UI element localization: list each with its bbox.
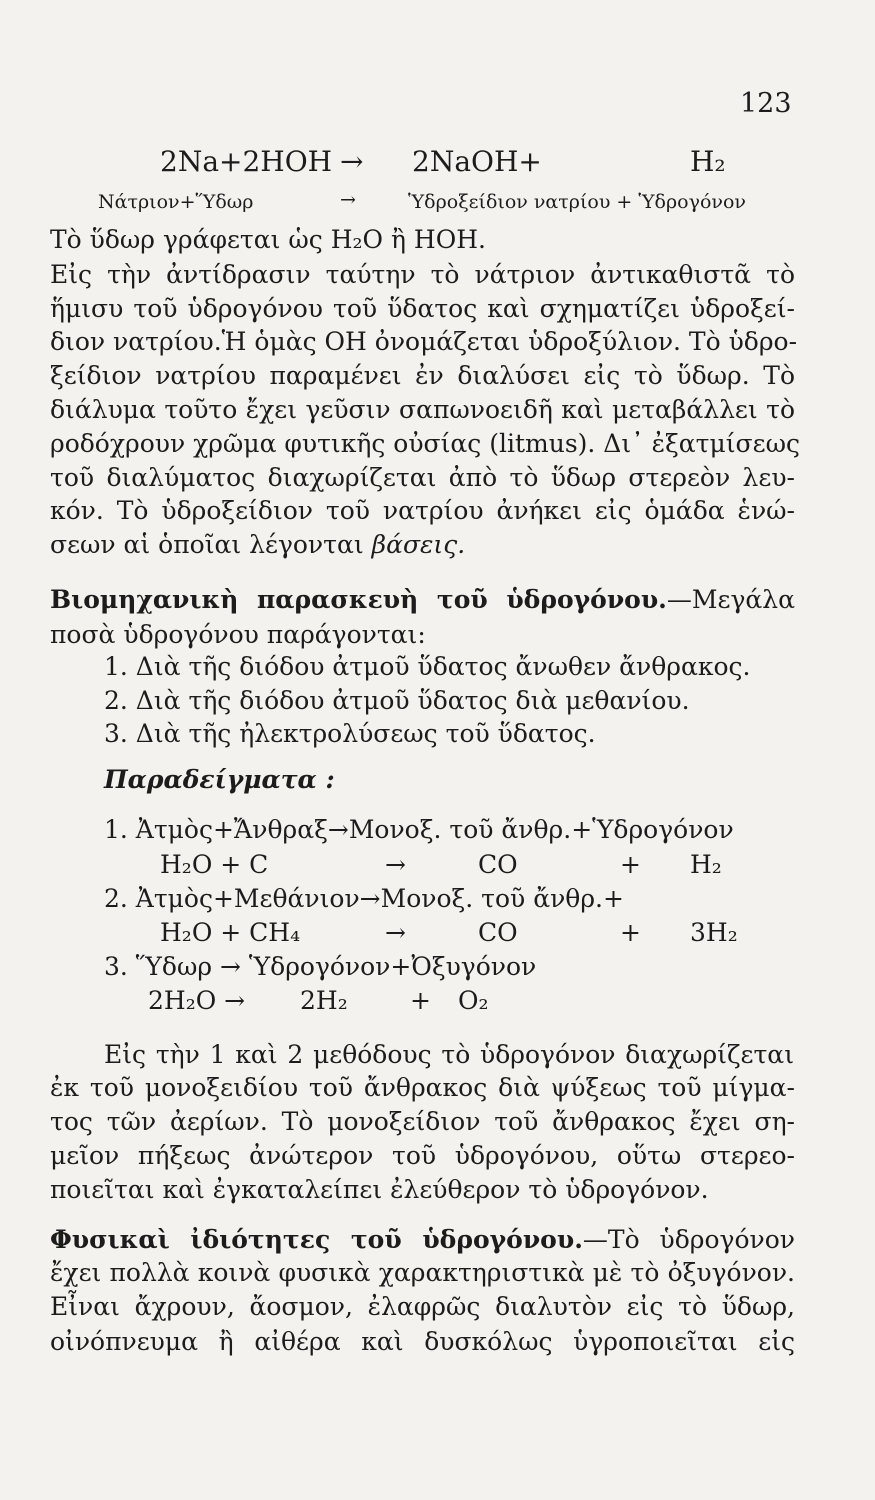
list-item: 2. Διὰ τῆς διόδου ἀτμοῦ ὕδατος διὰ μεθανίου.: [104, 686, 690, 715]
paragraph-line: τοῦ διαλύματος διαχωρίζεται ἀπὸ τὸ ὕδωρ στερεὸν λευ-: [50, 463, 795, 492]
section-heading-continuation: —Τὸ ὑδρογόνον: [582, 1225, 795, 1254]
paragraph-line: ποσὰ ὑδρογόνου παράγονται:: [50, 620, 426, 649]
example-words: 3. Ὕδωρ → Ὑδρογόνον+Ὀξυγόνον: [104, 952, 537, 981]
example-formula: H₂O + CH₄: [160, 918, 301, 947]
example-formula: 2H₂O →: [148, 986, 246, 1015]
paragraph-line: διον νατρίου.Ἡ ὁμὰς OH ὀνομάζεται ὑδροξύλιον. Τὸ ὑδρο-: [50, 327, 798, 356]
list-item: 3. Διὰ τῆς ἠλεκτρολύσεως τοῦ ὕδατος.: [104, 719, 596, 748]
paragraph-line: διάλυμα τοῦτο ἔχει γεῦσιν σαπωνοειδῆ καὶ μεταβάλλει τὸ: [50, 395, 795, 424]
example-formula: CO: [478, 850, 518, 879]
example-words: 1. Ἀτμὸς+Ἄνθραξ→Μονοξ. τοῦ ἄνθρ.+Ὑδρογόνον: [104, 815, 734, 844]
paragraph-line: Εἰς τὴν 1 καὶ 2 μεθόδους τὸ ὑδρογόνον διαχωρίζεται: [104, 1040, 794, 1069]
example-formula: 3H₂: [690, 918, 738, 947]
paragraph-line: κόν. Τὸ ὑδροξείδιον τοῦ νατρίου ἀνήκει εἰς ὁμάδα ἑνώ-: [50, 496, 795, 525]
examples-heading: Παραδείγματα :: [104, 765, 335, 794]
paragraph-line: Εἶναι ἄχρουν, ἄοσμον, ἐλαφρῶς διαλυτὸν εἰς τὸ ὕδωρ,: [50, 1292, 795, 1321]
example-formula: CO: [478, 918, 518, 947]
equation-words-right: Ὑδροξείδιον νατρίου + Ὑδρογόνον: [408, 191, 746, 213]
paragraph-line: ξείδιον νατρίου παραμένει ἐν διαλύσει εἰς τὸ ὕδωρ. Τὸ: [50, 361, 795, 390]
example-formula: H₂O + C: [160, 850, 269, 879]
paragraph-line: [50, 530, 465, 559]
equation-formula-left: 2Na+2HOH: [160, 145, 333, 178]
example-plus: +: [620, 918, 641, 947]
paragraph-line: ἥμισυ τοῦ ὑδρογόνου τοῦ ὕδατος καὶ σχηματίζει ὑδροξεί-: [50, 294, 795, 323]
section-heading: Φυσικαὶ ἰδιότητες τοῦ ὑδρογόνου.: [50, 1225, 583, 1254]
page-number: 123: [740, 88, 792, 119]
section-heading-line: [50, 585, 795, 614]
section-heading-continuation: —Μεγάλα: [666, 585, 795, 614]
example-arrow: →: [385, 850, 406, 879]
section-heading: Βιομηχανικὴ παρασκευὴ τοῦ ὑδρογόνου.: [50, 585, 667, 614]
example-arrow: →: [385, 918, 406, 947]
equation-formula-right: H₂: [690, 145, 726, 178]
paragraph-line: ποιεῖται καὶ ἐγκαταλείπει ἐλεύθερον τὸ ὑδρογόνον.: [50, 1175, 709, 1204]
paragraph-line: ροδόχρουν χρῶμα φυτικῆς οὐσίας (litmus). Δι᾽ ἐξατμίσεως: [50, 429, 800, 458]
paragraph-line: μεῖον πήξεως ἀνώτερον τοῦ ὑδρογόνου, οὕτω στερεο-: [50, 1141, 795, 1170]
paragraph-line: οἰνόπνευμα ἢ αἰθέρα καὶ δυσκόλως ὑγροποιεῖται εἰς: [50, 1327, 795, 1356]
example-formula: O₂: [458, 986, 489, 1015]
paragraph-line: τος τῶν ἀερίων. Τὸ μονοξείδιον τοῦ ἄνθρακος ἔχει ση-: [50, 1107, 795, 1136]
equation-formula-middle: 2NaOH+: [412, 145, 542, 178]
example-plus: +: [620, 850, 641, 879]
equation-words-arrow: →: [340, 189, 356, 211]
paragraph-line: Τὸ ὕδωρ γράφεται ὡς H₂O ἢ HOH.: [50, 225, 486, 254]
paragraph-line: ἐκ τοῦ μονοξειδίου τοῦ ἄνθρακος διὰ ψύξεως τοῦ μίγμα-: [50, 1073, 795, 1102]
paragraph-line: ἔχει πολλὰ κοινὰ φυσικὰ χαρακτηριστικὰ μὲ τὸ ὀξυγόνον.: [50, 1258, 795, 1287]
equation-arrow: →: [340, 145, 364, 178]
section-heading-line: [50, 1225, 795, 1254]
example-formula: 2H₂: [300, 986, 348, 1015]
paragraph-text: σεων αἱ ὁποῖαι λέγονται: [50, 530, 364, 559]
paragraph-line: Εἰς τὴν ἀντίδρασιν ταύτην τὸ νάτριον ἀντικαθιστᾶ τὸ: [50, 260, 795, 289]
emphasis-term: βάσεις.: [371, 530, 466, 559]
equation-words-left: Νάτριον+Ὕδωρ: [98, 191, 254, 213]
example-words: 2. Ἀτμὸς+Μεθάνιον→Μονοξ. τοῦ ἄνθρ.+: [104, 884, 624, 913]
example-plus: +: [410, 986, 431, 1015]
example-formula: H₂: [690, 850, 722, 879]
list-item: 1. Διὰ τῆς διόδου ἀτμοῦ ὕδατος ἄνωθεν ἄνθρακος.: [104, 652, 751, 681]
